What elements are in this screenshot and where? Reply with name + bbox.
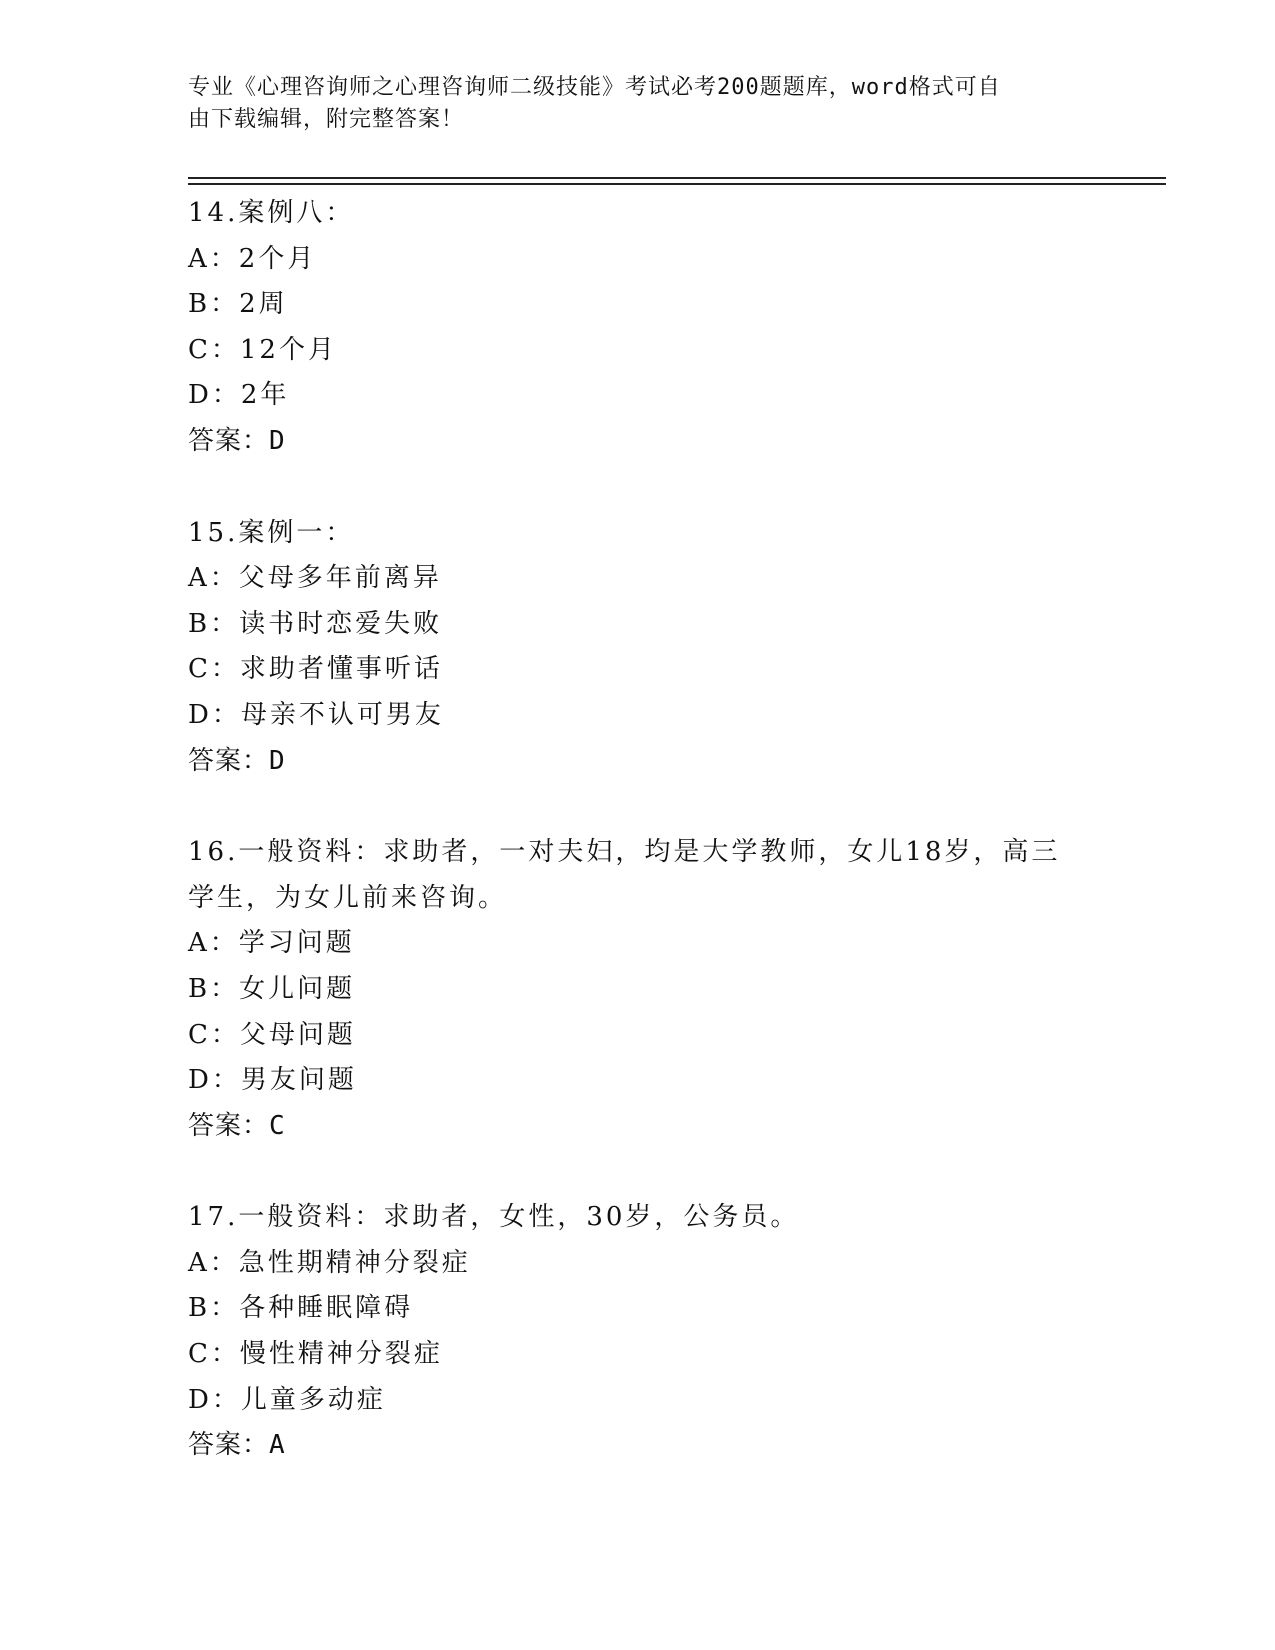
answer-line: 答案：C (188, 1110, 286, 1141)
option-d: D：男友问题 (188, 1065, 357, 1096)
option-c: C：12个月 (188, 334, 337, 365)
header-divider-top (188, 177, 1166, 179)
question-stem: 16.一般资料：求助者，一对夫妇，均是大学教师，女儿18岁，高三 (188, 837, 1061, 868)
option-a: A：学习问题 (188, 928, 355, 959)
option-c: C：父母问题 (188, 1019, 356, 1050)
header-line-1: 专业《心理咨询师之心理咨询师二级技能》考试必考200题题库，word格式可自 (188, 75, 1001, 100)
question-14 (188, 191, 1088, 465)
option-c: C：慢性精神分裂症 (188, 1339, 443, 1370)
header-divider-bottom (188, 183, 1166, 185)
option-b: B：各种睡眠障碍 (188, 1293, 414, 1324)
option-d: D：母亲不认可男友 (188, 699, 444, 730)
question-stem: 14.案例八： (188, 198, 355, 228)
option-d: D：儿童多动症 (188, 1384, 386, 1415)
question-17 (188, 1195, 1088, 1469)
option-a: A：2个月 (188, 243, 317, 274)
question-stem: 15.案例一： (188, 517, 355, 548)
answer-line: 答案：A (188, 1430, 286, 1461)
option-b: B：2周 (188, 289, 288, 320)
document-header (188, 72, 1068, 136)
question-16 (188, 830, 1088, 1149)
header-line-2: 由下载编辑，附完整答案！ (188, 107, 465, 132)
answer-line: 答案：D (188, 425, 286, 456)
question-15 (188, 511, 1088, 785)
option-c: C：求助者懂事听话 (188, 654, 443, 685)
option-d: D：2年 (188, 380, 290, 411)
question-list (188, 191, 1088, 1515)
answer-line: 答案：D (188, 745, 286, 776)
option-b: B：读书时恋爱失败 (188, 608, 443, 639)
question-stem-continued: 学生，为女儿前来咨询。 (188, 882, 508, 913)
option-b: B：女儿问题 (188, 973, 356, 1004)
option-a: A：急性期精神分裂症 (188, 1247, 471, 1278)
question-stem: 17.一般资料：求助者，女性，30岁，公务员。 (188, 1202, 800, 1233)
option-a: A：父母多年前离异 (188, 563, 442, 594)
